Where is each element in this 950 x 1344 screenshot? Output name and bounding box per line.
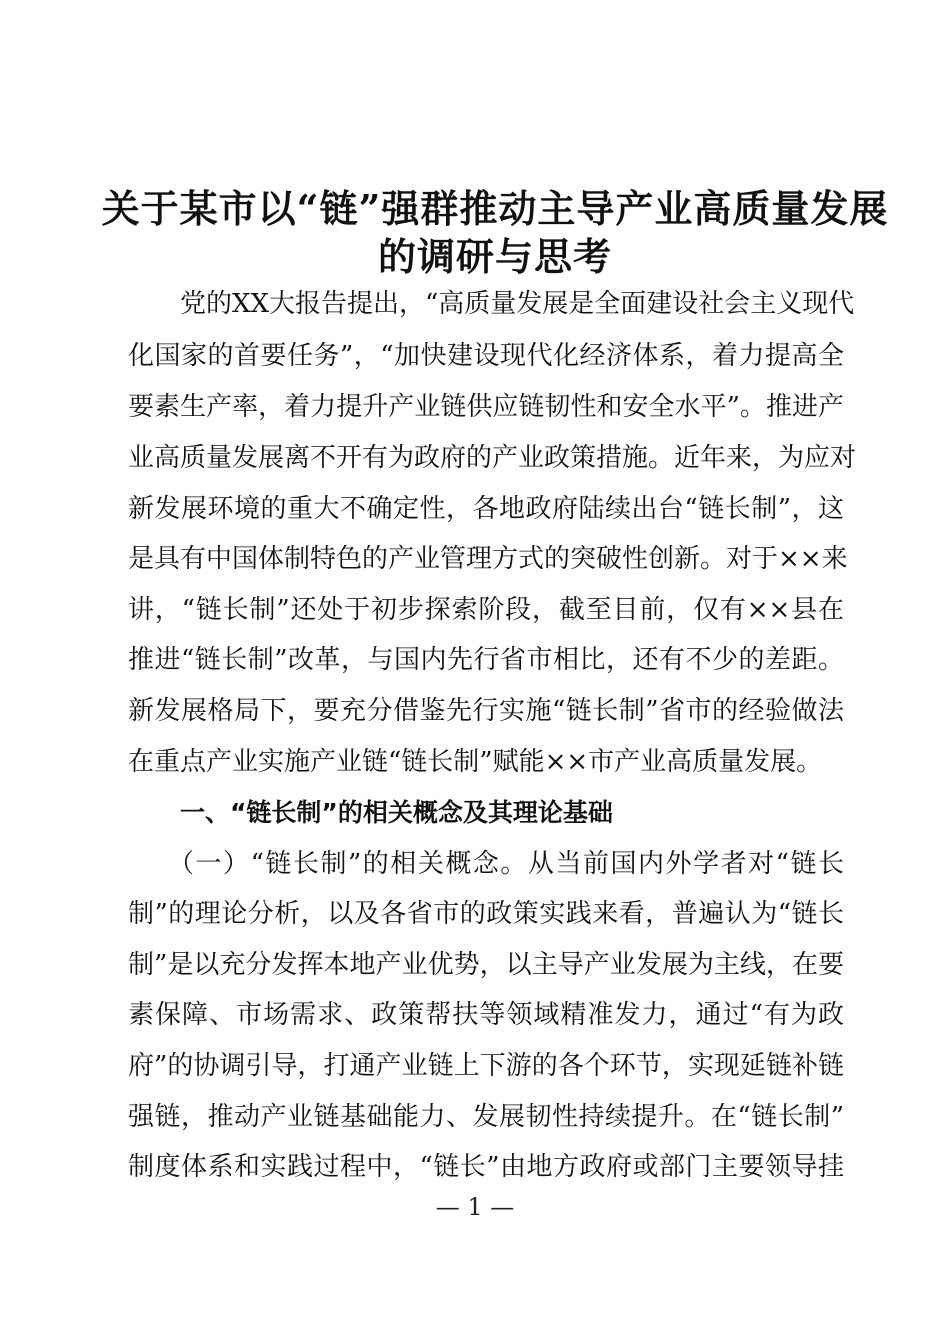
section-paragraph-line: 制”是以充分发挥本地产业优势，以主导产业发展为主线，在要 bbox=[128, 950, 844, 980]
intro-paragraph-line: 是具有中国体制特色的产业管理方式的突破性创新。对于××来 bbox=[128, 544, 848, 574]
document-title-line-1: 关于某市以“链”强群推动主导产业高质量发展 bbox=[101, 186, 889, 231]
intro-paragraph-line: 在重点产业实施产业链“链长制”赋能××市产业高质量发展。 bbox=[128, 747, 823, 777]
section-paragraph-line: 制度体系和实践过程中，“链长”由地方政府或部门主要领导挂 bbox=[128, 1152, 844, 1182]
intro-paragraph-line: 业高质量发展离不开有为政府的产业政策措施。近年来，为应对 bbox=[128, 443, 857, 473]
intro-paragraph-line: 新发展格局下，要充分借鉴先行实施“链长制”省市的经验做法 bbox=[128, 696, 844, 726]
intro-paragraph-line: 讲，“链长制”还处于初步探索阶段，截至目前，仅有××县在 bbox=[128, 595, 844, 625]
section-paragraph-line: （一）“链长制”的相关概念。从当前国内外学者对“链长 bbox=[168, 849, 844, 879]
section-paragraph-line: 制”的理论分析，以及各省市的政策实践来看，普遍认为“链长 bbox=[128, 899, 844, 929]
intro-paragraph-line: 化国家的首要任务”，“加快建设现代化经济体系，着力提高全 bbox=[128, 341, 844, 371]
section-paragraph-line: 素保障、市场需求、政策帮扶等领域精准发力，通过“有为政 bbox=[128, 1000, 844, 1030]
intro-paragraph-line: 推进“链长制”改革，与国内先行省市相比，还有不少的差距。 bbox=[128, 645, 844, 675]
intro-paragraph-line: 党的XX大报告提出，“高质量发展是全面建设社会主义现代 bbox=[180, 289, 855, 319]
page-number: — 1 — bbox=[435, 1193, 515, 1221]
section-heading: 一、“链长制”的相关概念及其理论基础 bbox=[180, 798, 613, 827]
section-paragraph-line: 强链，推动产业链基础能力、发展韧性持续提升。在“链长制” bbox=[128, 1102, 844, 1132]
intro-paragraph-line: 新发展环境的重大不确定性，各地政府陆续出台“链长制”，这 bbox=[128, 494, 844, 524]
intro-paragraph-line: 要素生产率，着力提升产业链供应链韧性和安全水平”。推进产 bbox=[128, 392, 844, 422]
section-paragraph-line: 府”的协调引导，打通产业链上下游的各个环节，实现延链补链 bbox=[128, 1051, 844, 1081]
document-title-line-2: 的调研与思考 bbox=[377, 234, 612, 279]
